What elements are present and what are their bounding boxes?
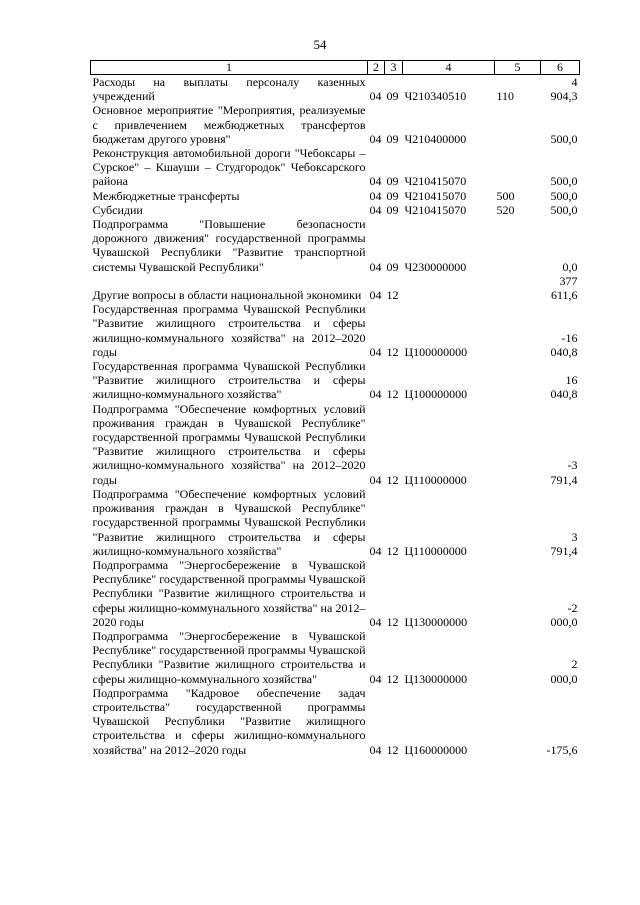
row-subsection: 12 bbox=[386, 387, 399, 402]
row-subsection: 12 bbox=[386, 288, 399, 303]
page-number: 54 bbox=[313, 37, 327, 52]
table-row bbox=[91, 203, 580, 217]
table-row bbox=[91, 274, 580, 302]
row-name: Государственная программа Чувашской Республики "Развитие жилищного строительства и сферы жилищно-коммунального хозяйства" на 2012–2020 годы bbox=[92, 302, 366, 359]
row-subsection: 12 bbox=[386, 472, 399, 487]
row-target-article: Ц110000000 bbox=[404, 472, 467, 487]
row-subsection: 12 bbox=[386, 671, 399, 686]
header-col-1: 1 bbox=[91, 61, 368, 75]
row-section: 04 bbox=[369, 671, 382, 686]
row-name: Подпрограмма "Повышение безопасности дорожного движения" государственной программы Чувашской Республики "Развитие транспортной системы Чувашской Республики" bbox=[92, 217, 366, 274]
row-amount: 0,0 bbox=[562, 259, 578, 274]
table-row bbox=[91, 359, 580, 402]
row-subsection: 12 bbox=[386, 344, 399, 359]
row-target-article: Ч210340510 bbox=[404, 89, 467, 104]
table-row bbox=[91, 189, 580, 203]
row-expense-type: 520 bbox=[496, 202, 515, 217]
row-expense-type bbox=[495, 487, 541, 558]
table-row bbox=[91, 302, 580, 359]
header-col-2: 2 bbox=[368, 61, 385, 75]
row-section: 04 bbox=[369, 89, 382, 104]
row-expense-type bbox=[495, 274, 541, 302]
row-target-article: Ч210400000 bbox=[404, 131, 467, 146]
row-subsection: 09 bbox=[386, 202, 399, 217]
row-section: 04 bbox=[369, 202, 382, 217]
row-expense-type bbox=[495, 629, 541, 686]
table-row bbox=[91, 686, 580, 757]
row-name: Подпрограмма "Энергосбережение в Чувашской Республике" государственной программы Чувашской Республики "Развитие жилищного строительства и сферы жилищно-коммунального хозяйства" bbox=[92, 628, 366, 686]
row-subsection: 09 bbox=[386, 259, 399, 274]
row-amount: -16 040,8 bbox=[550, 330, 578, 359]
row-target-article: Ч210415070 bbox=[404, 188, 467, 203]
row-target-article: Ц100000000 bbox=[404, 344, 468, 359]
row-name: Государственная программа Чувашской Республики "Развитие жилищного строительства и сферы жилищно-коммунального хозяйства" bbox=[92, 359, 366, 402]
row-amount: 500,0 bbox=[550, 131, 578, 146]
row-amount: 500,0 bbox=[550, 188, 578, 203]
row-name: Другие вопросы в области национальной экономики bbox=[92, 288, 362, 303]
row-amount: 2 000,0 bbox=[550, 657, 578, 686]
row-section: 04 bbox=[369, 188, 382, 203]
table-row bbox=[91, 146, 580, 189]
row-amount: 3 791,4 bbox=[550, 529, 578, 558]
row-name: Субсидии bbox=[92, 202, 143, 217]
row-name: Подпрограмма "Энергосбережение в Чувашской Республике" государственной программы Чувашской Республики "Развитие жилищного строительства и сферы жилищно-коммунального хозяйства" на 2012–2020 годы bbox=[92, 557, 366, 629]
row-section: 04 bbox=[369, 344, 382, 359]
row-target-article: Ц110000000 bbox=[404, 543, 467, 558]
header-col-3: 3 bbox=[385, 61, 403, 75]
row-expense-type bbox=[495, 359, 541, 402]
row-name: Основное мероприятие "Мероприятия, реализуемые с привлечением межбюджетных трансфертов бюджетам другого уровня" bbox=[92, 103, 366, 146]
row-subsection: 12 bbox=[386, 543, 399, 558]
row-subsection: 09 bbox=[386, 174, 399, 189]
row-amount: -175,6 bbox=[546, 742, 578, 757]
row-expense-type bbox=[495, 686, 541, 757]
row-target-article bbox=[403, 274, 495, 302]
table-row bbox=[91, 487, 580, 558]
row-section: 04 bbox=[369, 614, 382, 629]
header-col-6: 6 bbox=[541, 61, 580, 75]
row-section: 04 bbox=[369, 387, 382, 402]
row-section: 04 bbox=[369, 543, 382, 558]
row-target-article: Ц130000000 bbox=[404, 614, 468, 629]
row-section: 04 bbox=[369, 742, 382, 757]
row-expense-type: 110 bbox=[496, 89, 515, 104]
row-name: Реконструкция автомобильной дороги "Чебоксары – Сурское" – Кшауши – Студгородок" Чебоксарского района bbox=[92, 146, 366, 189]
row-subsection: 12 bbox=[386, 742, 399, 757]
row-amount: 16 040,8 bbox=[550, 373, 578, 402]
row-expense-type bbox=[495, 558, 541, 629]
row-section: 04 bbox=[369, 288, 382, 303]
row-expense-type bbox=[495, 103, 541, 146]
row-target-article: Ц160000000 bbox=[404, 742, 468, 757]
table-header-row bbox=[91, 61, 580, 75]
row-amount: -2 000,0 bbox=[550, 600, 578, 629]
row-amount: -3 791,4 bbox=[550, 458, 578, 487]
table-row bbox=[91, 217, 580, 274]
row-expense-type: 500 bbox=[496, 188, 515, 203]
table-row bbox=[91, 75, 580, 104]
row-name: Межбюджетные трансферты bbox=[92, 188, 240, 203]
row-subsection: 09 bbox=[386, 131, 399, 146]
row-amount: 500,0 bbox=[550, 202, 578, 217]
row-name: Подпрограмма "Обеспечение комфортных условий проживания граждан в Чувашской Республике" государственной программы Чувашской Республики "Развитие жилищного строительства и сферы жилищно-коммунального хозяйства" bbox=[92, 486, 366, 558]
header-col-4: 4 bbox=[403, 61, 495, 75]
table-row bbox=[91, 103, 580, 146]
table-body bbox=[91, 75, 580, 757]
row-subsection: 12 bbox=[386, 614, 399, 629]
row-expense-type bbox=[495, 146, 541, 189]
row-amount: 500,0 bbox=[550, 174, 578, 189]
row-subsection: 09 bbox=[386, 89, 399, 104]
row-amount: 4 904,3 bbox=[550, 75, 578, 104]
row-expense-type bbox=[495, 302, 541, 359]
row-target-article: Ч230000000 bbox=[404, 259, 467, 274]
row-section: 04 bbox=[369, 174, 382, 189]
row-target-article: Ч210415070 bbox=[404, 174, 467, 189]
row-section: 04 bbox=[369, 131, 382, 146]
table-row bbox=[91, 558, 580, 629]
row-expense-type bbox=[495, 217, 541, 274]
budget-table bbox=[90, 60, 580, 757]
row-expense-type bbox=[495, 402, 541, 487]
row-target-article: Ц100000000 bbox=[404, 387, 468, 402]
row-name: Расходы на выплаты персоналу казенных учреждений bbox=[92, 75, 366, 104]
row-target-article: Ц130000000 bbox=[404, 671, 468, 686]
row-name: Подпрограмма "Обеспечение комфортных условий проживания граждан в Чувашской Республике" государственной программы Чувашской Республики "Развитие жилищного строительства и сферы жилищно-коммунального хозяйства" на 2012–2020 годы bbox=[92, 401, 366, 487]
table-row bbox=[91, 629, 580, 686]
row-name: Подпрограмма "Кадровое обеспечение задач строительства" государственной программы Чувашской Республики "Развитие жилищного строительства и сферы жилищно-коммунального хозяйства" на 2012–2020 годы bbox=[92, 685, 366, 757]
table-row bbox=[91, 402, 580, 487]
header-col-5: 5 bbox=[495, 61, 541, 75]
row-target-article: Ч210415070 bbox=[404, 202, 467, 217]
row-subsection: 09 bbox=[386, 188, 399, 203]
row-section: 04 bbox=[369, 259, 382, 274]
row-section: 04 bbox=[369, 472, 382, 487]
row-amount: 377 611,6 bbox=[550, 273, 578, 303]
